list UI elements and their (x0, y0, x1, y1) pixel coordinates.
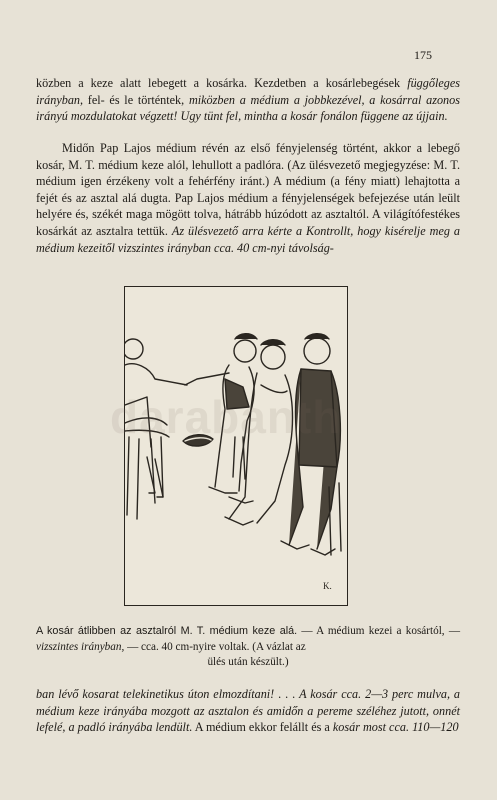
p1-italic-d: miközben a médium a jobbkezével, a kosárral azonos irányú mozdulatokat végzett! Ugy tünt fel, mintha a kosár fonálon függene az újjain. (36, 92, 460, 124)
caption-sep-1: — (297, 625, 317, 637)
p3-text-d: A médium ekkor felállt és a (192, 720, 333, 735)
paragraph-1 (36, 75, 460, 125)
sketch-signature: K. (323, 581, 332, 591)
sketch-drawing (125, 287, 347, 605)
caption-text-d: ülés után készült.) (207, 656, 289, 669)
caption-lead: A kosár átlibben az asztalról M. T. médium keze alá. (36, 625, 298, 637)
caption-italic-b: vizszintes irányban, (36, 640, 125, 653)
p1-text-c: fel- és le történtek, (83, 92, 189, 107)
p3-italic-c: A kosár cca. 2—3 perc mulva, a médium keze irányába mozgott az asztalon és amidőn a pereme széléhez jutott, onnét lefelé, a padló irányába lendült. (36, 687, 461, 735)
p3-italic-e: kosár most cca. 110—120 (332, 720, 459, 735)
p1-text-a: közben a keze alatt lebegett a kosárka. Kezdetben a kosárlebegések (36, 76, 408, 90)
figure-caption (36, 624, 460, 671)
p3-italic-a: ban lévő kosarat telekinetikus úton elmozdítani! (36, 687, 275, 701)
sketch-illustration (124, 286, 348, 606)
caption-sep-2: — (448, 625, 461, 637)
paragraph-2 (36, 140, 460, 256)
p1-italic-b: függőleges irányban, (36, 76, 460, 107)
page-number: 175 (414, 48, 432, 62)
caption-text-c: — cca. 40 cm-nyire voltak. (A vázlat az (124, 640, 306, 653)
p2-italic-b: Az ülésvezető arra kérte a Kontrollt, hogy kisérelje meg a médium kezeitől vizszintes irányban cca. 40 cm-nyi távolság- (36, 223, 461, 255)
paragraph-3 (36, 686, 460, 736)
caption-text-a: A médium kezei a kosártól, (316, 625, 449, 637)
p3-text-b: . . . (274, 687, 300, 701)
p2-text-a: Midőn Pap Lajos médium révén az első fényjelenség történt, akkor a lebegő kosár, M. T. médium keze alól, lehullott a padlóra. (Az ülésvezető megjegyzése: M. T. médium igen érzékeny volt a fehérfény iránt.) A médium (a fény miatt) lehajtotta a fejét és az asztal alá dugta. Pap Lajos médium a fényjelenségek befejezése után leült helyére és, székét maga mögött tolva, hátrább húzódott az asztaltól. A világítófestékes kosárkát az asztalra tettük. (36, 141, 460, 238)
